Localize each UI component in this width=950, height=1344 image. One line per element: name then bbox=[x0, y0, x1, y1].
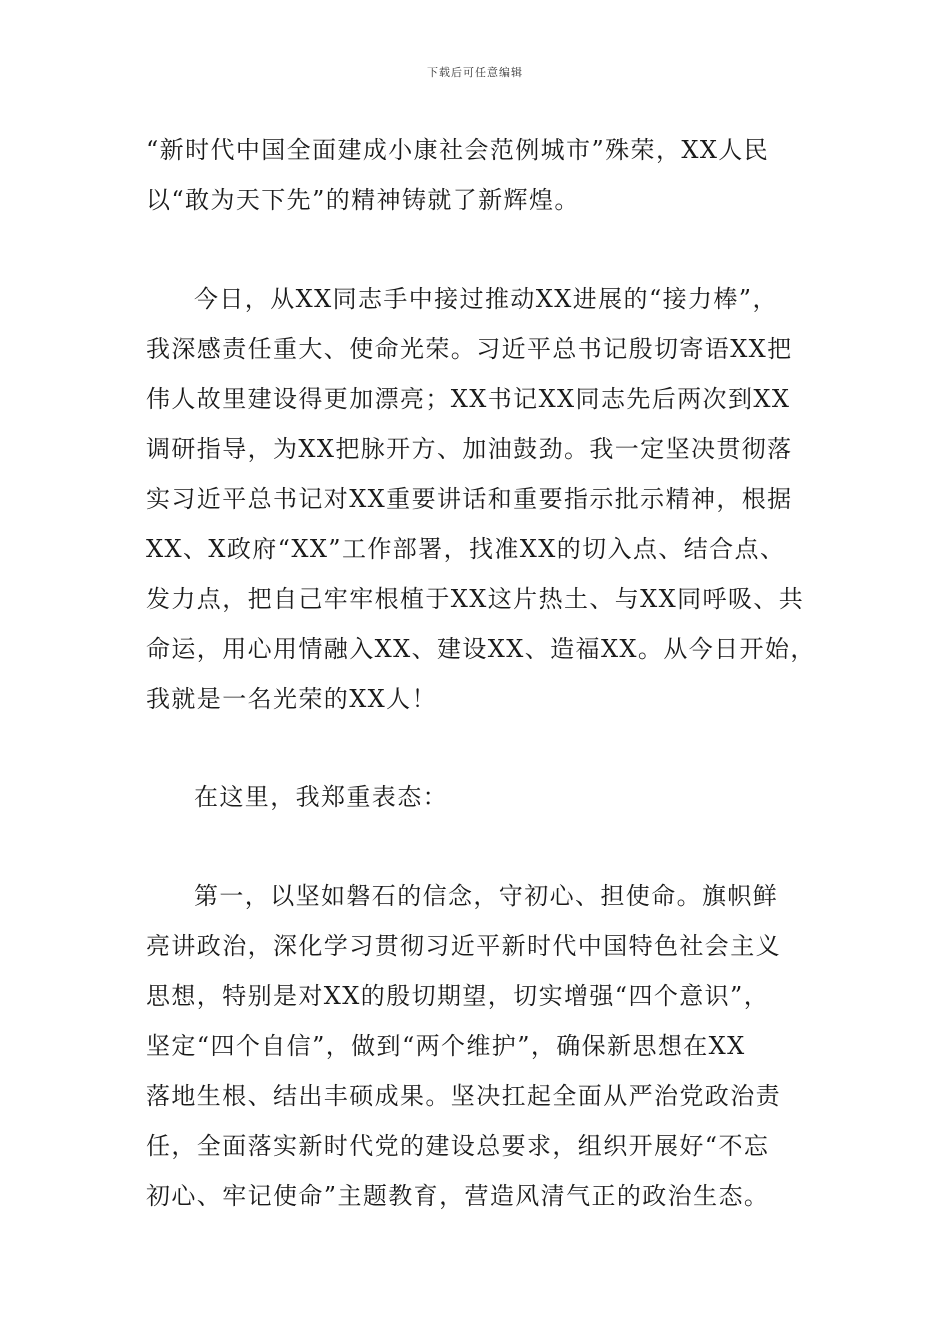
text-line: 伟人故里建设得更加漂亮；XX书记XX同志先后两次到XX bbox=[146, 385, 791, 413]
text-line: 命运，用心用情融入XX、建设XX、造福XX。从今日开始， bbox=[146, 635, 816, 663]
text-line: 亮讲政治，深化学习贯彻习近平新时代中国特色社会主义 bbox=[146, 932, 781, 960]
text-line: 实习近平总书记对XX重要讲话和重要指示批示精神，根据 bbox=[146, 485, 793, 513]
text-line: 坚定“四个自信”，做到“两个维护”，确保新思想在XX bbox=[146, 1032, 746, 1060]
text-line: “新时代中国全面建成小康社会范例城市”殊荣，XX人民 bbox=[146, 136, 770, 164]
header-note: 下载后可任意编辑 bbox=[427, 66, 523, 79]
text-line: 今日，从XX同志手中接过推动XX进展的“接力棒”， bbox=[194, 285, 778, 313]
text-line: 第一，以坚如磐石的信念，守初心、担使命。旗帜鲜 bbox=[194, 882, 779, 910]
text-line: 落地生根、结出丰硕成果。坚决扛起全面从严治党政治责 bbox=[146, 1082, 781, 1110]
text-line: 以“敢为天下先”的精神铸就了新辉煌。 bbox=[146, 186, 580, 214]
text-line: 发力点，把自己牢牢根植于XX这片热土、与XX同呼吸、共 bbox=[146, 585, 805, 613]
text-line: XX、X政府“XX”工作部署，找准XX的切入点、结合点、 bbox=[146, 535, 786, 563]
text-line: 初心、牢记使命”主题教育，营造风清气正的政治生态。 bbox=[146, 1182, 770, 1210]
text-line: 调研指导，为XX把脉开方、加油鼓劲。我一定坚决贯彻落 bbox=[146, 435, 793, 463]
text-line: 在这里，我郑重表态： bbox=[194, 783, 448, 811]
text-line: 任，全面落实新时代党的建设总要求，组织开展好“不忘 bbox=[146, 1132, 770, 1160]
text-line: 我深感责任重大、使命光荣。习近平总书记殷切寄语XX把 bbox=[146, 335, 793, 363]
text-line: 思想，特别是对XX的殷切期望，切实增强“四个意识”， bbox=[146, 982, 770, 1010]
text-line: 我就是一名光荣的XX人！ bbox=[146, 685, 437, 713]
